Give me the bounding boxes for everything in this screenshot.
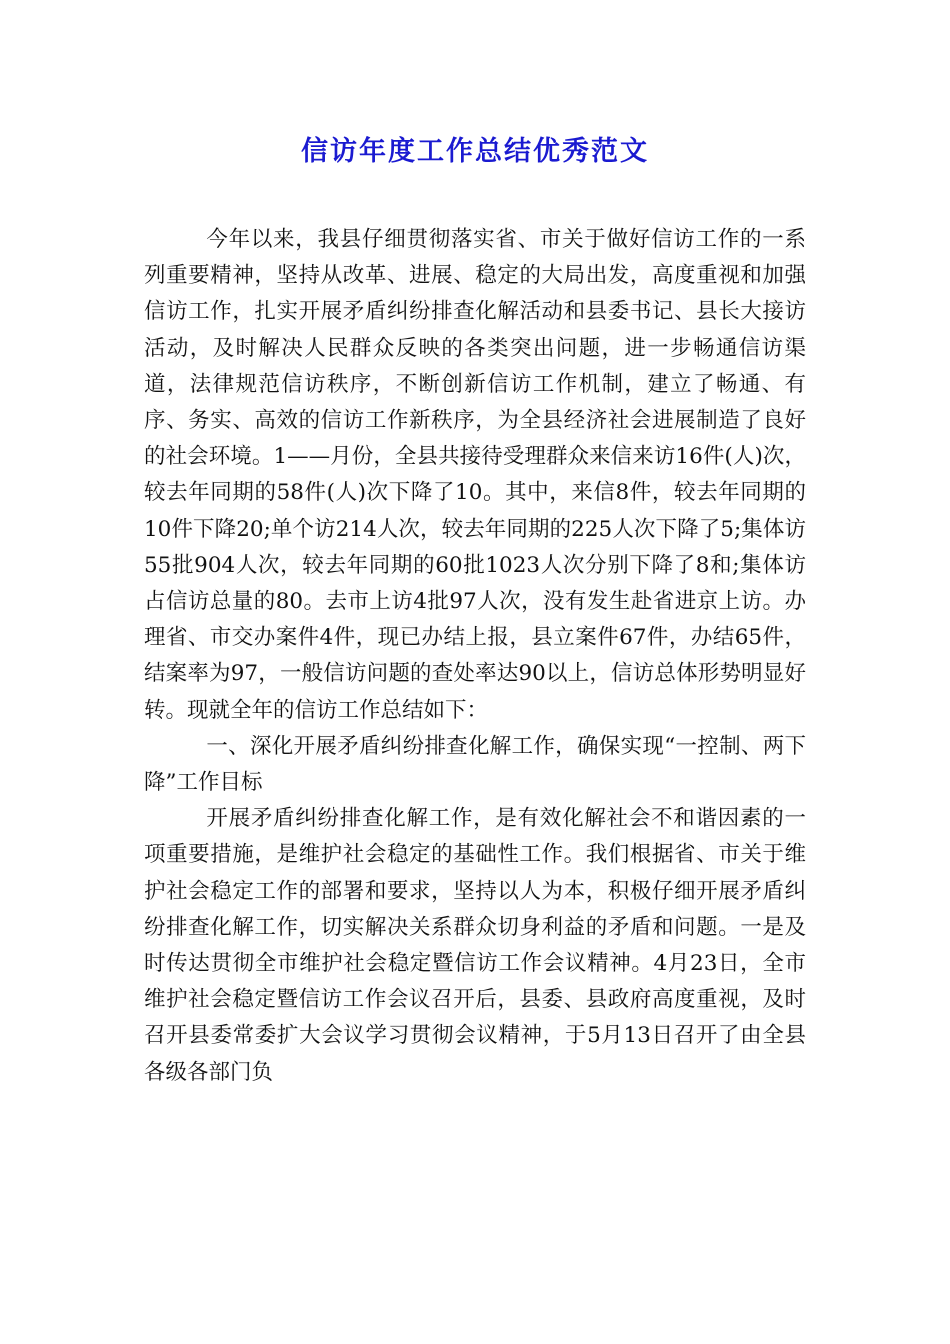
paragraph-intro: 今年以来，我县仔细贯彻落实省、市关于做好信访工作的一系列重要精神，坚持从改革、进展、稳定的大局出发，高度重视和加强信访工作，扎实开展矛盾纠纷排查化解活动和县委书记、县长大接访活动，及时解决人民群众反映的各类突出问题，进一步畅通信访渠道，法律规范信访秩序，不断创新信访工作机制，建立了畅通、有序、务实、高效的信访工作新秩序，为全县经济社会进展制造了良好的社会环境。1——月份，全县共接待受理群众来信来访16件(人)次，较去年同期的58件(人)次下降了10。其中，来信8件，较去年同期的10件下降20;单个访214人次，较去年同期的225人次下降了5;集体访55批904人次，较去年同期的60批1023人次分别下降了8和;集体访占信访总量的80。去市上访4批97人次，没有发生赴省进京上访。办理省、市交办案件4件，现已办结上报，县立案件67件，办结65件，结案率为97，一般信访问题的查处率达90以上，信访总体形势明显好转。现就全年的信访工作总结如下：: [144, 227, 806, 723]
document-title: 信访年度工作总结优秀范文: [301, 136, 649, 167]
paragraph-section-body: 开展矛盾纠纷排查化解工作，是有效化解社会不和谐因素的一项重要措施，是维护社会稳定的基础性工作。我们根据省、市关于维护社会稳定工作的部署和要求，坚持以人为本，积极仔细开展矛盾纠纷排查化解工作，切实解决关系群众切身利益的矛盾和问题。一是及时传达贯彻全市维护社会稳定暨信访工作会议精神。4月23日，全市维护社会稳定暨信访工作会议召开后，县委、县政府高度重视，及时召开县委常委扩大会议学习贯彻会议精神，于5月13日召开了由全县各级各部门负: [144, 806, 806, 1085]
paragraph-section-heading: 一、深化开展矛盾纠纷排查化解工作，确保实现“一控制、两下降”工作目标: [144, 733, 806, 796]
document-body: [144, 222, 806, 1091]
